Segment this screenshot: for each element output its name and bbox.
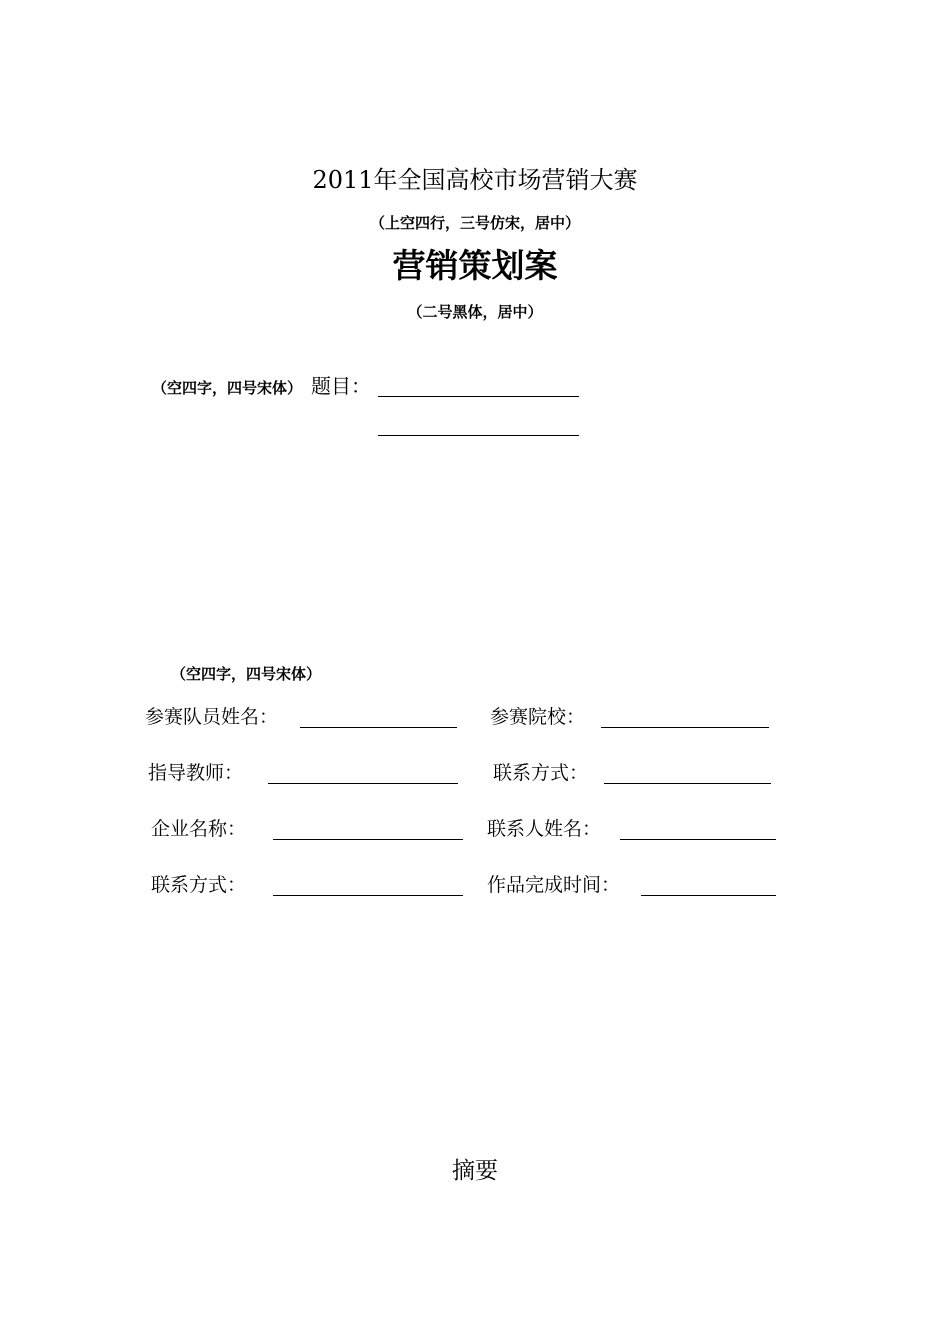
abstract-title: 摘要 — [452, 1158, 498, 1184]
main-title: 营销策划案 — [392, 246, 558, 285]
advisor-contact-label: 联系方式： — [493, 762, 589, 784]
contest-title: 2011年全国高校市场营销大赛 — [312, 166, 638, 194]
team-members-blank[interactable] — [300, 727, 457, 728]
company-label: 企业名称： — [151, 818, 247, 840]
contact-person-label: 联系人姓名： — [487, 818, 602, 840]
team-members-label: 参赛队员姓名： — [145, 706, 279, 728]
completion-time-blank[interactable] — [641, 895, 776, 896]
completion-time-label: 作品完成时间： — [487, 874, 621, 896]
advisor-blank[interactable] — [268, 783, 458, 784]
company-contact-blank[interactable] — [273, 895, 463, 896]
advisor-contact-blank[interactable] — [604, 783, 771, 784]
info-format-note: （空四字，四号宋体） — [171, 665, 322, 683]
contact-person-blank[interactable] — [620, 839, 776, 840]
topic-label: 题目： — [311, 374, 371, 398]
school-blank[interactable] — [601, 727, 769, 728]
advisor-label: 指导教师： — [148, 762, 244, 784]
school-label: 参赛院校： — [490, 706, 586, 728]
company-contact-label: 联系方式： — [151, 874, 247, 896]
topic-blank-line-2[interactable] — [378, 435, 579, 436]
main-title-format-note: （二号黑体，居中） — [407, 303, 543, 321]
company-blank[interactable] — [273, 839, 463, 840]
topic-blank-line-1[interactable] — [378, 396, 579, 397]
contest-title-format-note: （上空四行，三号仿宋，居中） — [369, 214, 580, 232]
topic-format-note: （空四字，四号宋体） — [152, 379, 303, 397]
